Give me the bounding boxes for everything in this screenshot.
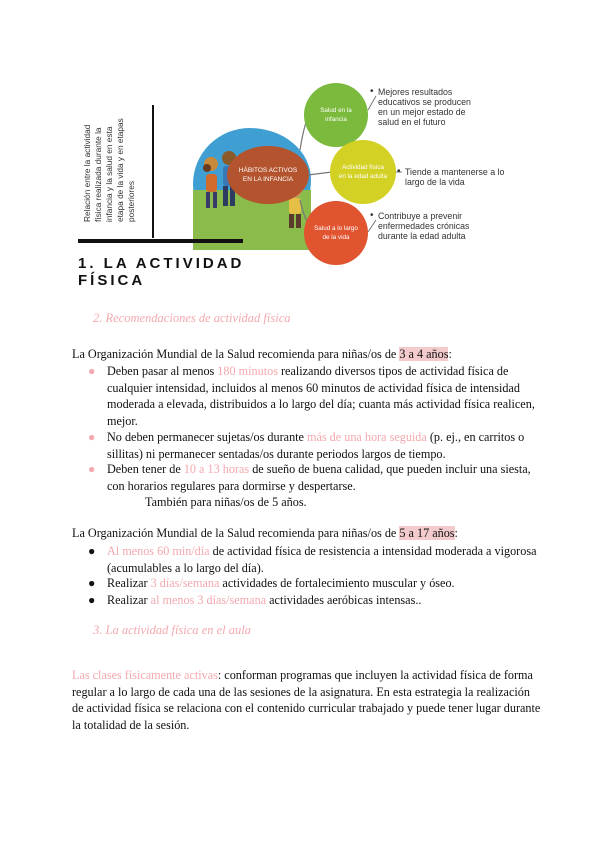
bullet-dot-icon: ● xyxy=(88,462,96,476)
list-item: ● Deben tener de 10 a 13 horas de sueño de buena calidad, que pueden incluir una siesta, con horarios regulares para dormirse y despertarse. xyxy=(88,462,531,493)
who-intro-5-17: La Organización Mundial de la Salud recomienda para niñas/os de 5 a 17 años: xyxy=(72,526,458,540)
circle-adult-activity: Actividad física en la edad adulta xyxy=(330,140,396,204)
figure-bullet-3: • Contribuye a prevenir enfermedades crónicas durante la edad adulta xyxy=(370,210,470,241)
center-habits-label: HÁBITOS ACTIVOS EN LA INFANCIA xyxy=(227,146,309,204)
also-5-years-note: También para niñas/os de 5 años. xyxy=(145,495,307,509)
bullet-dot-icon: • xyxy=(397,166,401,177)
list-item: ● Realizar 3 días/semana actividades de fortalecimiento muscular y óseo. xyxy=(88,576,455,590)
circle-health-childhood: Salud en la infancia xyxy=(304,83,368,147)
figure-horizontal-rule xyxy=(78,239,243,243)
bullet-dot-icon: ● xyxy=(88,364,96,378)
section-3-title: 3. La actividad física en el aula xyxy=(93,623,251,637)
figure-side-caption: Relación entre la actividad física realizada durante la infancia y la salud en esta etapa de la vida y en etapas posteriores xyxy=(82,118,136,222)
list-item: ● Al menos 60 min/día de actividad física de resistencia a intensidad moderada a vigorosa (acumulables a lo largo del día). xyxy=(88,544,537,575)
figure-bullet-2: • Tiende a mantenerse a lo largo de la vida xyxy=(397,166,505,187)
list-item: ● No deben permanecer sujetas/os durante más de una hora seguida (p. ej., en carritos o sillitas) ni permanecer sentadas/os durante periodos largos de tiempo. xyxy=(88,430,525,461)
cut-section-heading: 1. LA ACTIVIDAD FÍSICA xyxy=(78,255,245,289)
bullet-dot-icon: • xyxy=(370,86,374,97)
active-classes-paragraph: Las clases físicamente activas: conforman programas que incluyen la actividad física de forma regular a lo largo de cada una de las sesiones de la asignatura. En esta estrategia la realización de actividad física se relaciona con el contenido curricular trabajado y puede tener lugar durante la totalidad de la sesión. xyxy=(72,668,541,732)
list-item: ● Deben pasar al menos 180 minutos realizando diversos tipos de actividad física de cualquier intensidad, incluidos al menos 60 minutos de actividad física de intensidad moderada a elevada, distribuidos a lo largo del día; cuanta más actividad física realicen, mejor. xyxy=(88,364,535,428)
section-2-title: 2. Recomendaciones de actividad física xyxy=(93,311,291,325)
bullet-dot-icon: • xyxy=(370,210,374,221)
list-item: ● Realizar al menos 3 días/semana actividades aeróbicas intensas.. xyxy=(88,593,422,607)
bullet-dot-icon: ● xyxy=(88,593,96,607)
bullet-dot-icon: ● xyxy=(88,430,96,444)
who-intro-3-4: La Organización Mundial de la Salud recomienda para niñas/os de 3 a 4 años: xyxy=(72,347,452,361)
figure-bullet-1: • Mejores resultados educativos se producen en un mejor estado de salud en el futuro xyxy=(370,86,471,127)
bullet-dot-icon: ● xyxy=(88,576,96,590)
circle-lifelong-health: Salud a lo largo de la vida xyxy=(304,201,368,265)
bullet-dot-icon: ● xyxy=(88,544,96,558)
